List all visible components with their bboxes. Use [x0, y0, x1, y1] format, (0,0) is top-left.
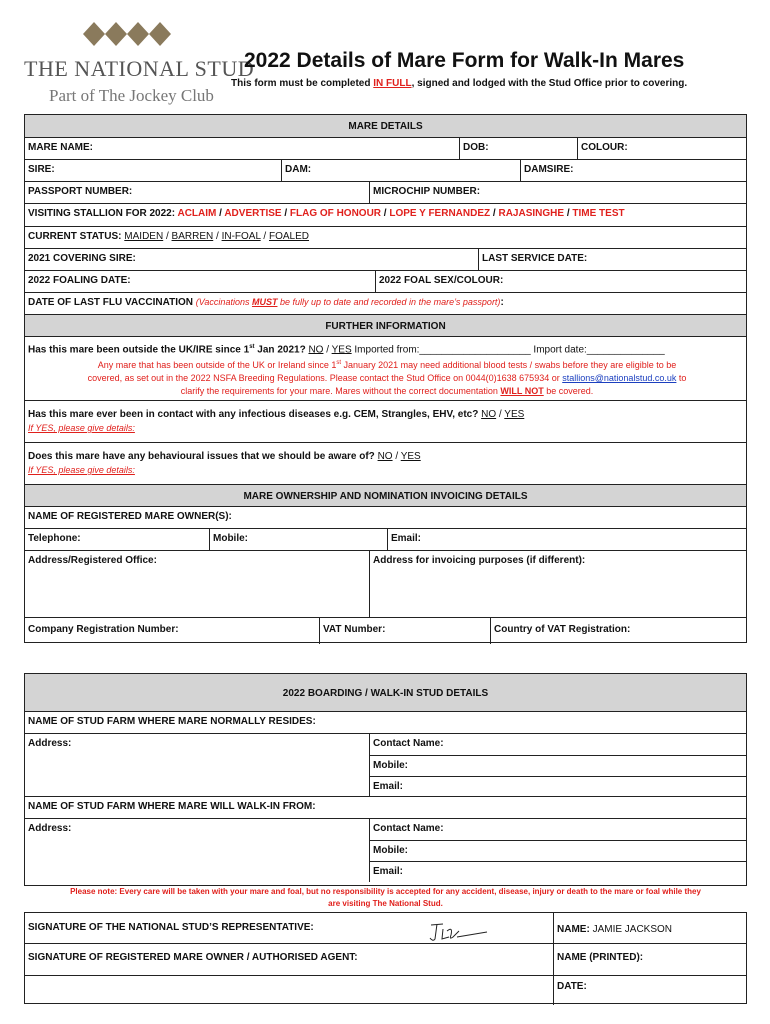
row-mare-name	[25, 137, 746, 159]
page-subtitle: This form must be completed IN FULL, signed and lodged with the Stud Office prior to covering.	[231, 78, 688, 89]
stallion-option[interactable]: ADVERTISE	[224, 208, 282, 219]
stallion-option[interactable]: LOPE Y FERNANDEZ	[389, 208, 491, 219]
walk-in-email-field[interactable]: Email:	[370, 861, 746, 883]
logo-diamonds-icon	[83, 22, 173, 46]
stud-email-link[interactable]: stallions@nationalstud.co.uk	[562, 373, 677, 384]
outside-uk-yes-option[interactable]: YES	[331, 344, 352, 356]
row-company	[25, 617, 746, 644]
vat-country-field[interactable]: Country of VAT Registration:	[490, 618, 746, 644]
row-resides-address	[25, 733, 746, 796]
disclaimer-note: Please note: Every care will be taken with your mare and foal, but no responsibility is accepted for any accident, disease, injury or death to the mare or foal while they are visiting The National Stud.	[70, 887, 701, 908]
infectious-yes-option[interactable]: YES	[504, 409, 525, 420]
stallion-option[interactable]: TIME TEST	[572, 208, 625, 219]
section-header-further-info: FURTHER INFORMATION	[25, 314, 746, 336]
infectious-question: Has this mare ever been in contact with any infectious diseases e.g. CEM, Strangles, EHV, etc? NO / YES If YES, please give details:	[25, 401, 746, 442]
company-registration-field[interactable]: Company Registration Number:	[28, 624, 179, 635]
status-option[interactable]: BARREN	[171, 231, 214, 242]
rep-name-value: JAMIE JACKSON	[592, 924, 673, 935]
owner-signature-field[interactable]: SIGNATURE OF REGISTERED MARE OWNER / AUTHORISED AGENT:	[28, 952, 358, 963]
row-walk-in-address	[25, 818, 746, 882]
stallion-option[interactable]: FLAG OF HONOUR	[289, 208, 382, 219]
row-outside-uk	[25, 336, 746, 400]
walk-in-from-field[interactable]: NAME OF STUD FARM WHERE MARE WILL WALK-IN FROM:	[28, 801, 316, 812]
row-walk-in-from	[25, 796, 746, 818]
walk-in-contact-block	[369, 819, 746, 882]
stallion-option[interactable]: ACLAIM	[177, 208, 217, 219]
row-date	[25, 975, 746, 1005]
visiting-stallion-field[interactable]: VISITING STALLION FOR 2022: ACLAIM / ADVERTISE / FLAG OF HONOUR / LOPE Y FERNANDEZ / RAJASINGHE / TIME TEST	[28, 208, 625, 219]
row-passport	[25, 181, 746, 203]
import-date-field[interactable]: Import date:______________	[530, 344, 665, 356]
logo-subtitle: Part of The Jockey Club	[49, 86, 214, 105]
colour-field[interactable]: COLOUR:	[577, 138, 746, 159]
resides-email-field[interactable]: Email:	[370, 776, 746, 797]
outside-uk-note: Any mare that has been outside of the UK or Ireland since 1st January 2021 may need additional blood tests / swabs before they are eligible to be covered, as set out in the 2022 NSFA Breeding Regulations. Please contact the Stud Office on 0044(0)1638 675934 or stallions@nationalstud.co.uk to clarify the requirements for your mare. Mares without the correct documentation WILL NOT be covered.	[87, 360, 687, 397]
mare-details-form	[24, 114, 747, 643]
behaviour-no-option[interactable]: NO	[377, 451, 393, 462]
row-foaling	[25, 270, 746, 292]
signature-block	[24, 912, 747, 1004]
owner-name-field[interactable]: NAME OF REGISTERED MARE OWNER(S):	[28, 511, 232, 522]
row-normally-resides	[25, 711, 746, 733]
section-header-ownership: MARE OWNERSHIP AND NOMINATION INVOICING DETAILS	[25, 484, 746, 506]
walk-in-mobile-field[interactable]: Mobile:	[370, 840, 746, 861]
outside-uk-question: Has this mare been outside the UK/IRE since 1st Jan 2021? NO / YES Imported from:____________________ Import date:______________ Any mare that has been outside of the UK or Ireland since 1st January 2021 may need additional blood tests / swabs before they are eligible to be covered, as set out in the 2022 NSFA Breeding Regulations. Please contact the Stud Office on 0044(0)1638 675934 or stallions@nationalstud.co.uk to clarify the requirements for your mare. Mares without the correct documentation WILL NOT be covered.	[25, 337, 746, 400]
walk-in-contact-name-field[interactable]: Contact Name:	[373, 823, 444, 834]
resides-contact-block	[369, 734, 746, 796]
microchip-field[interactable]: MICROCHIP NUMBER:	[369, 182, 746, 203]
damsire-field[interactable]: DAMSIRE:	[520, 160, 746, 181]
rep-signature-field[interactable]: SIGNATURE OF THE NATIONAL STUD’S REPRESENTATIVE:	[28, 922, 314, 933]
last-service-date-field[interactable]: LAST SERVICE DATE:	[478, 249, 746, 270]
row-contact	[25, 528, 746, 550]
row-covering	[25, 248, 746, 270]
flu-vaccination-field[interactable]: DATE OF LAST FLU VACCINATION (Vaccinations MUST be fully up to date and recorded in the mare’s passport):	[28, 297, 504, 308]
row-status	[25, 226, 746, 248]
covering-sire-field[interactable]: 2021 COVERING SIRE:	[28, 253, 136, 264]
row-sire	[25, 159, 746, 181]
resides-contact-name-field[interactable]: Contact Name:	[373, 738, 444, 749]
dam-field[interactable]: DAM:	[281, 160, 520, 181]
behaviour-yes-option[interactable]: YES	[400, 451, 421, 462]
normally-resides-field[interactable]: NAME OF STUD FARM WHERE MARE NORMALLY RESIDES:	[28, 716, 316, 727]
row-infectious	[25, 400, 746, 442]
current-status-field[interactable]: CURRENT STATUS: MAIDEN / BARREN / IN-FOAL / FOALED	[28, 231, 310, 242]
registered-address-field[interactable]: Address/Registered Office:	[28, 555, 157, 566]
sire-field[interactable]: SIRE:	[28, 164, 55, 175]
date-field[interactable]: DATE:	[553, 976, 746, 1005]
behaviour-question: Does this mare have any behavioural issues that we should be aware of? NO / YES If YES, please give details:	[25, 443, 746, 484]
resides-mobile-field[interactable]: Mobile:	[370, 755, 746, 776]
row-stallion	[25, 203, 746, 226]
status-option[interactable]: IN-FOAL	[221, 231, 261, 242]
row-rep-signature	[25, 913, 746, 943]
mobile-field[interactable]: Mobile:	[209, 529, 387, 550]
infectious-no-option[interactable]: NO	[481, 409, 497, 420]
status-option[interactable]: MAIDEN	[124, 231, 164, 242]
dob-field[interactable]: DOB:	[459, 138, 577, 159]
behaviour-details-field[interactable]: If YES, please give details:	[28, 465, 135, 475]
owner-name-printed-field[interactable]: NAME (PRINTED):	[553, 944, 746, 975]
outside-uk-no-option[interactable]: NO	[308, 344, 324, 356]
rep-name-field[interactable]: NAME: JAMIE JACKSON	[553, 913, 746, 943]
handwritten-signature-icon	[429, 921, 489, 943]
infectious-details-field[interactable]: If YES, please give details:	[28, 423, 135, 433]
vat-number-field[interactable]: VAT Number:	[319, 618, 490, 644]
row-address	[25, 550, 746, 617]
foaling-date-field[interactable]: 2022 FOALING DATE:	[28, 275, 131, 286]
logo-name: THE NATIONAL STUD	[24, 56, 255, 81]
resides-address-field[interactable]: Address:	[28, 738, 72, 749]
row-flu	[25, 292, 746, 314]
invoicing-address-field[interactable]: Address for invoicing purposes (if different):	[369, 551, 746, 617]
page-title: 2022 Details of Mare Form for Walk-In Mares	[244, 49, 685, 72]
stallion-option[interactable]: RAJASINGHE	[498, 208, 565, 219]
section-header-mare-details: MARE DETAILS	[25, 115, 746, 137]
section-header-boarding: 2022 BOARDING / WALK-IN STUD DETAILS	[25, 674, 746, 711]
row-owner-signature	[25, 943, 746, 975]
walk-in-address-field[interactable]: Address:	[28, 823, 72, 834]
boarding-details-form	[24, 673, 747, 886]
email-field[interactable]: Email:	[387, 529, 746, 550]
imported-from-field[interactable]: Imported from:____________________	[351, 344, 531, 356]
foal-sex-field[interactable]: 2022 FOAL SEX/COLOUR:	[375, 271, 746, 292]
passport-field[interactable]: PASSPORT NUMBER:	[28, 186, 133, 197]
row-behaviour	[25, 442, 746, 484]
telephone-field[interactable]: Telephone:	[28, 533, 81, 544]
owner-signature-space[interactable]	[25, 976, 553, 1005]
mare-name-field[interactable]: MARE NAME:	[28, 142, 93, 153]
row-owner-name	[25, 506, 746, 528]
status-option[interactable]: FOALED	[269, 231, 310, 242]
